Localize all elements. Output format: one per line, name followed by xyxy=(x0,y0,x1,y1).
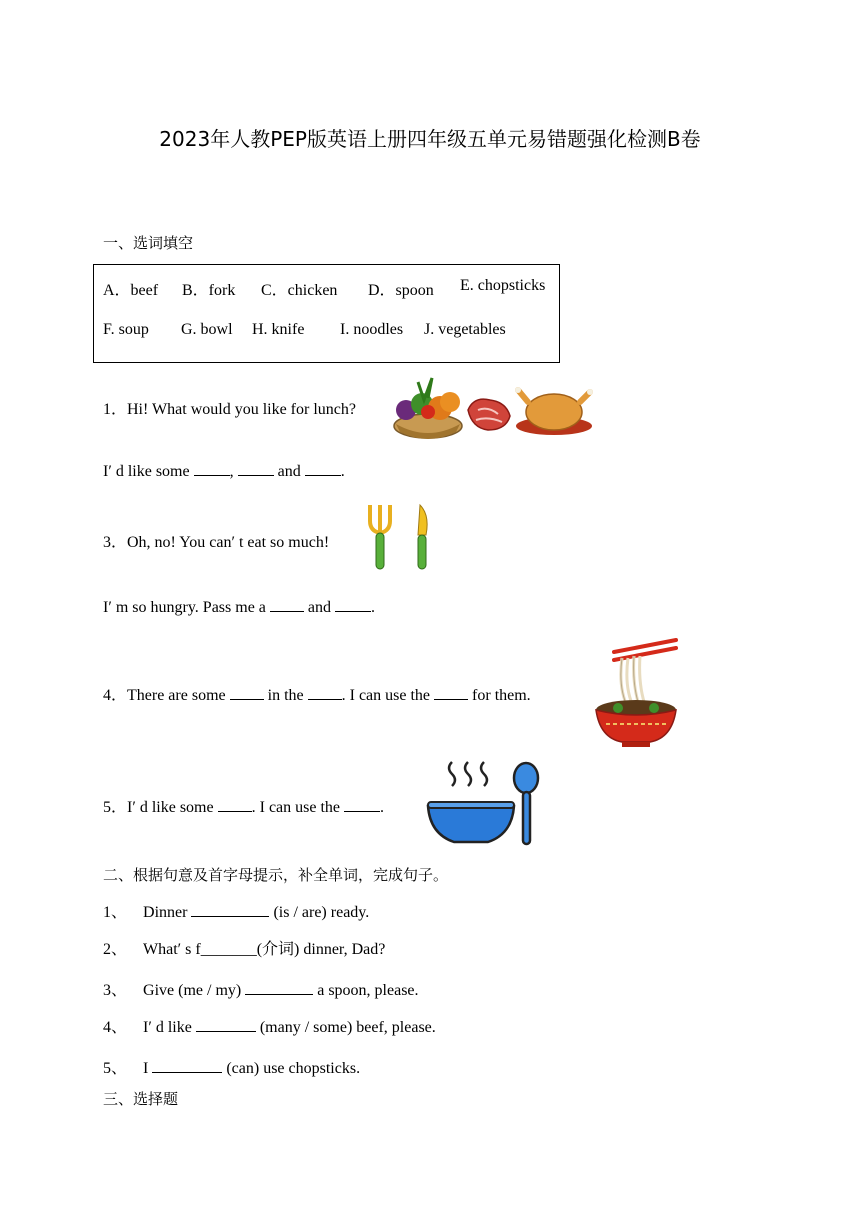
q5-line xyxy=(103,794,384,817)
food-pictures xyxy=(388,372,594,442)
option-e: E. chopsticks xyxy=(460,277,546,294)
s2-item-2 xyxy=(103,936,385,959)
s2-item-3-pre: Give (me / my) xyxy=(143,982,242,999)
q1-answer-pre: I′ d like some xyxy=(103,463,190,480)
cutlery-pictures xyxy=(364,503,436,573)
q5-mid: . I can use the xyxy=(251,799,341,816)
option-i: I. noodles xyxy=(340,321,404,338)
s2-item-3-blank[interactable] xyxy=(245,980,313,995)
s2-item-5-pre: I xyxy=(143,1060,149,1077)
s2-item-1-num: 1、 xyxy=(103,904,128,921)
q3-answer-line xyxy=(103,597,375,617)
soup-bowl-icon xyxy=(428,762,514,842)
s2-item-5-post: (can) use chopsticks. xyxy=(226,1060,361,1077)
roast-chicken-icon xyxy=(515,387,593,435)
s2-item-4-num: 4、 xyxy=(103,1019,128,1036)
knife-icon xyxy=(418,505,427,569)
s2-item-1-post: (is / are) ready. xyxy=(273,904,370,921)
option-f: F. soup xyxy=(103,321,149,338)
vegetables-basket-icon xyxy=(394,378,462,439)
s2-item-3-post: a spoon, please. xyxy=(317,982,419,999)
q3-prompt: 3．Oh, no! You can′ t eat so much! xyxy=(103,534,330,551)
q3-answer-pre: I′ m so hungry. Pass me a xyxy=(103,599,266,616)
q1-and: and xyxy=(277,463,301,480)
q4-line xyxy=(103,682,531,705)
s2-item-1-blank[interactable] xyxy=(191,902,269,917)
q5-pre: 5．I′ d like some xyxy=(103,799,214,816)
q4-mid1: in the xyxy=(267,687,304,704)
q4-pre: 4．There are some xyxy=(103,687,226,704)
q3-and: and xyxy=(307,599,331,616)
q1-answer-line xyxy=(103,461,345,481)
section-1-heading: 一、选词填空 xyxy=(103,234,194,252)
option-h: H. knife xyxy=(252,321,305,338)
s2-item-4-post: (many / some) beef, please. xyxy=(259,1019,436,1036)
s2-item-2-text: What′ s f_______(介词) dinner, Dad? xyxy=(143,941,386,958)
option-c: C．chicken xyxy=(261,282,338,299)
s2-item-1-pre: Dinner xyxy=(143,904,188,921)
q4-blank-3[interactable] xyxy=(434,685,468,700)
q4-blank-2[interactable] xyxy=(308,685,342,700)
s2-item-5-num: 5、 xyxy=(103,1060,128,1077)
q1-prompt: 1．Hi! What would you like for lunch? xyxy=(103,401,356,418)
soup-pictures xyxy=(426,760,546,850)
q1-blank-1[interactable] xyxy=(194,461,230,476)
spoon-icon xyxy=(514,763,538,844)
q1-blank-2[interactable] xyxy=(238,461,274,476)
s2-item-4 xyxy=(103,1014,436,1037)
q1-sep: , xyxy=(229,463,234,480)
s2-item-4-blank[interactable] xyxy=(196,1017,256,1032)
s2-item-3 xyxy=(103,977,419,1000)
q3-blank-1[interactable] xyxy=(270,597,304,612)
q1-blank-3[interactable] xyxy=(305,461,341,476)
s2-item-1 xyxy=(103,899,369,922)
option-g: G. bowl xyxy=(181,321,233,338)
option-a: A．beef xyxy=(103,282,159,299)
s2-item-2-num: 2、 xyxy=(103,941,128,958)
section-2-heading: 二、根据句意及首字母提示，补全单词，完成句子。 xyxy=(103,866,449,884)
page-title: 2023年人教PEP版英语上册四年级五单元易错题强化检测B卷 xyxy=(159,127,701,151)
s2-item-5-blank[interactable] xyxy=(152,1058,222,1073)
q5-blank-2[interactable] xyxy=(344,797,380,812)
beef-icon xyxy=(468,399,510,430)
q3-blank-2[interactable] xyxy=(335,597,371,612)
noodle-bowl-icon xyxy=(594,638,678,748)
q5-end: . xyxy=(380,799,385,816)
q4-mid2: . I can use the xyxy=(341,687,431,704)
s2-item-5 xyxy=(103,1055,360,1078)
s2-item-3-num: 3、 xyxy=(103,982,128,999)
q3-end: . xyxy=(371,599,375,616)
q4-blank-1[interactable] xyxy=(230,685,264,700)
q4-end: for them. xyxy=(472,687,531,704)
q1-end: . xyxy=(340,463,345,480)
section-3-heading: 三、选择题 xyxy=(103,1090,179,1108)
option-b: B．fork xyxy=(182,282,236,299)
option-d: D．spoon xyxy=(368,282,434,299)
option-j: J. vegetables xyxy=(424,321,506,338)
q5-blank-1[interactable] xyxy=(218,797,252,812)
s2-item-4-pre: I′ d like xyxy=(143,1019,192,1036)
fork-icon xyxy=(370,505,390,569)
word-bank-box xyxy=(93,264,560,363)
